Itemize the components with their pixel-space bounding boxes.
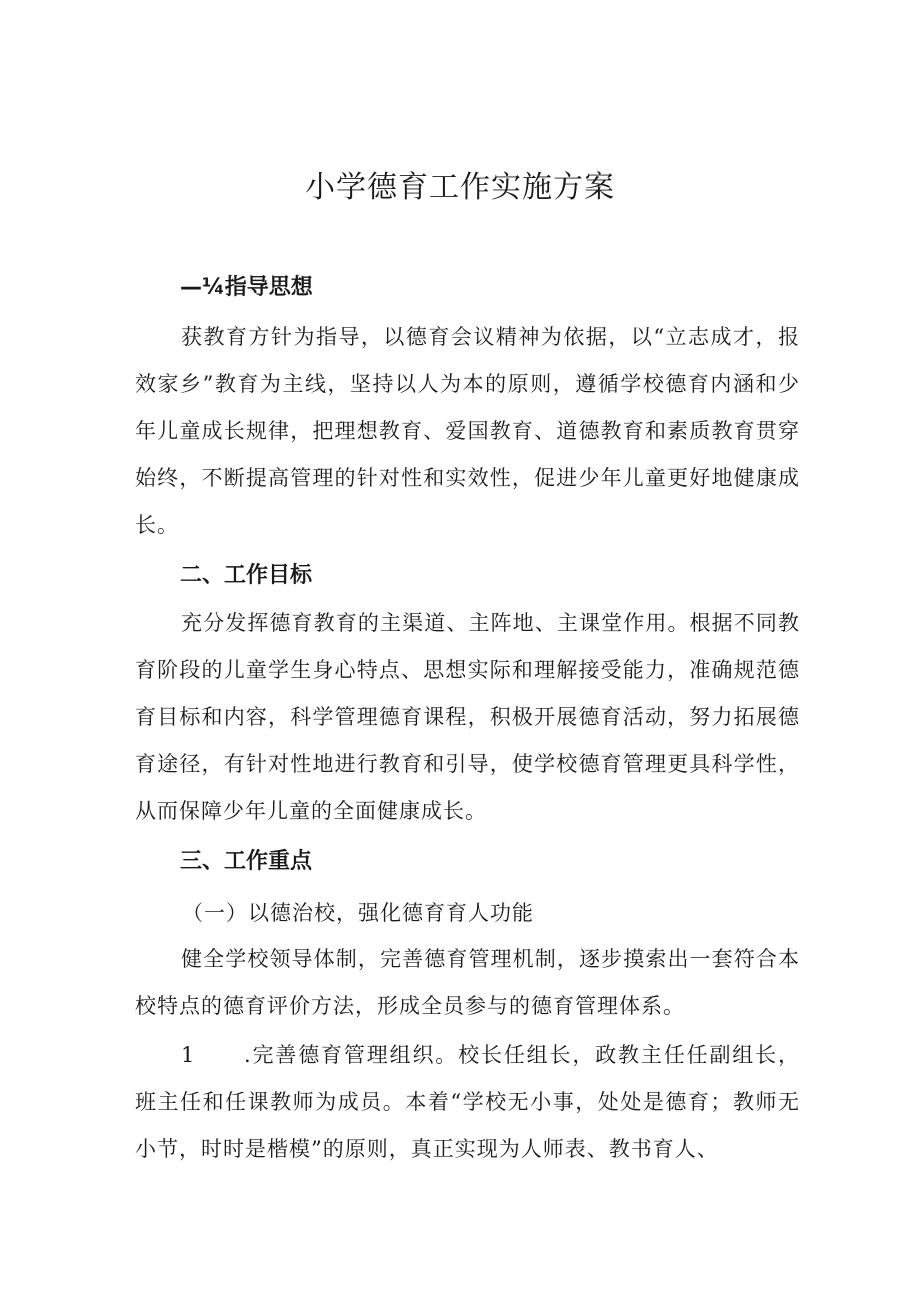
numbered-item-number: 1 [181, 1043, 196, 1067]
section-heading-guiding-ideology: —¼指导思想 [180, 275, 313, 300]
section-heading-work-goals: 二、工作目标 [180, 563, 313, 588]
section-paragraph-work-focus: 健全学校领导体制，完善德育管理机制，逐步摸索出一套符合本校特点的德育评价方法，形成全员参与的德育管理体系。 [135, 947, 800, 1018]
subsection-heading-moral-governance: （一）以德治校，强化德育育人功能 [182, 901, 534, 925]
numbered-item-1 [135, 1032, 800, 1173]
section-heading-work-focus: 三、工作重点 [180, 849, 313, 874]
section-paragraph-work-goals: 充分发挥德育教育的主渠道、主阵地、主课堂作用。根据不同教育阶段的儿童学生身心特点、思想实际和理解接受能力，准确规范德育目标和内容，科学管理德育课程，积极开展德育活动，努力拓展德育途径，有针对性地进行教育和引导，使学校德育管理更具科学性，从而保障少年儿童的全面健康成长。 [135, 611, 800, 823]
document-title: 小学德育工作实施方案 [305, 170, 615, 205]
section-paragraph-guiding-ideology: 获教育方针为指导，以德育会议精神为依据，以“立志成才，报效家乡”教育为主线，坚持以人为本的原则，遵循学校德育内涵和少年儿童成长规律，把理想教育、爱国教育、道德教育和素质教育贯穿始终，不断提高管理的针对性和实效性，促进少年儿童更好地健康成长。 [135, 325, 800, 537]
numbered-item-text: .完善德育管理组织。校长任组长，政教主任任副组长，班主任和任课教师为成员。本着“学校无小事，处处是德育；教师无小节，时时是楷模”的原则，真正实现为人师表、教书育人、 [135, 1043, 800, 1161]
